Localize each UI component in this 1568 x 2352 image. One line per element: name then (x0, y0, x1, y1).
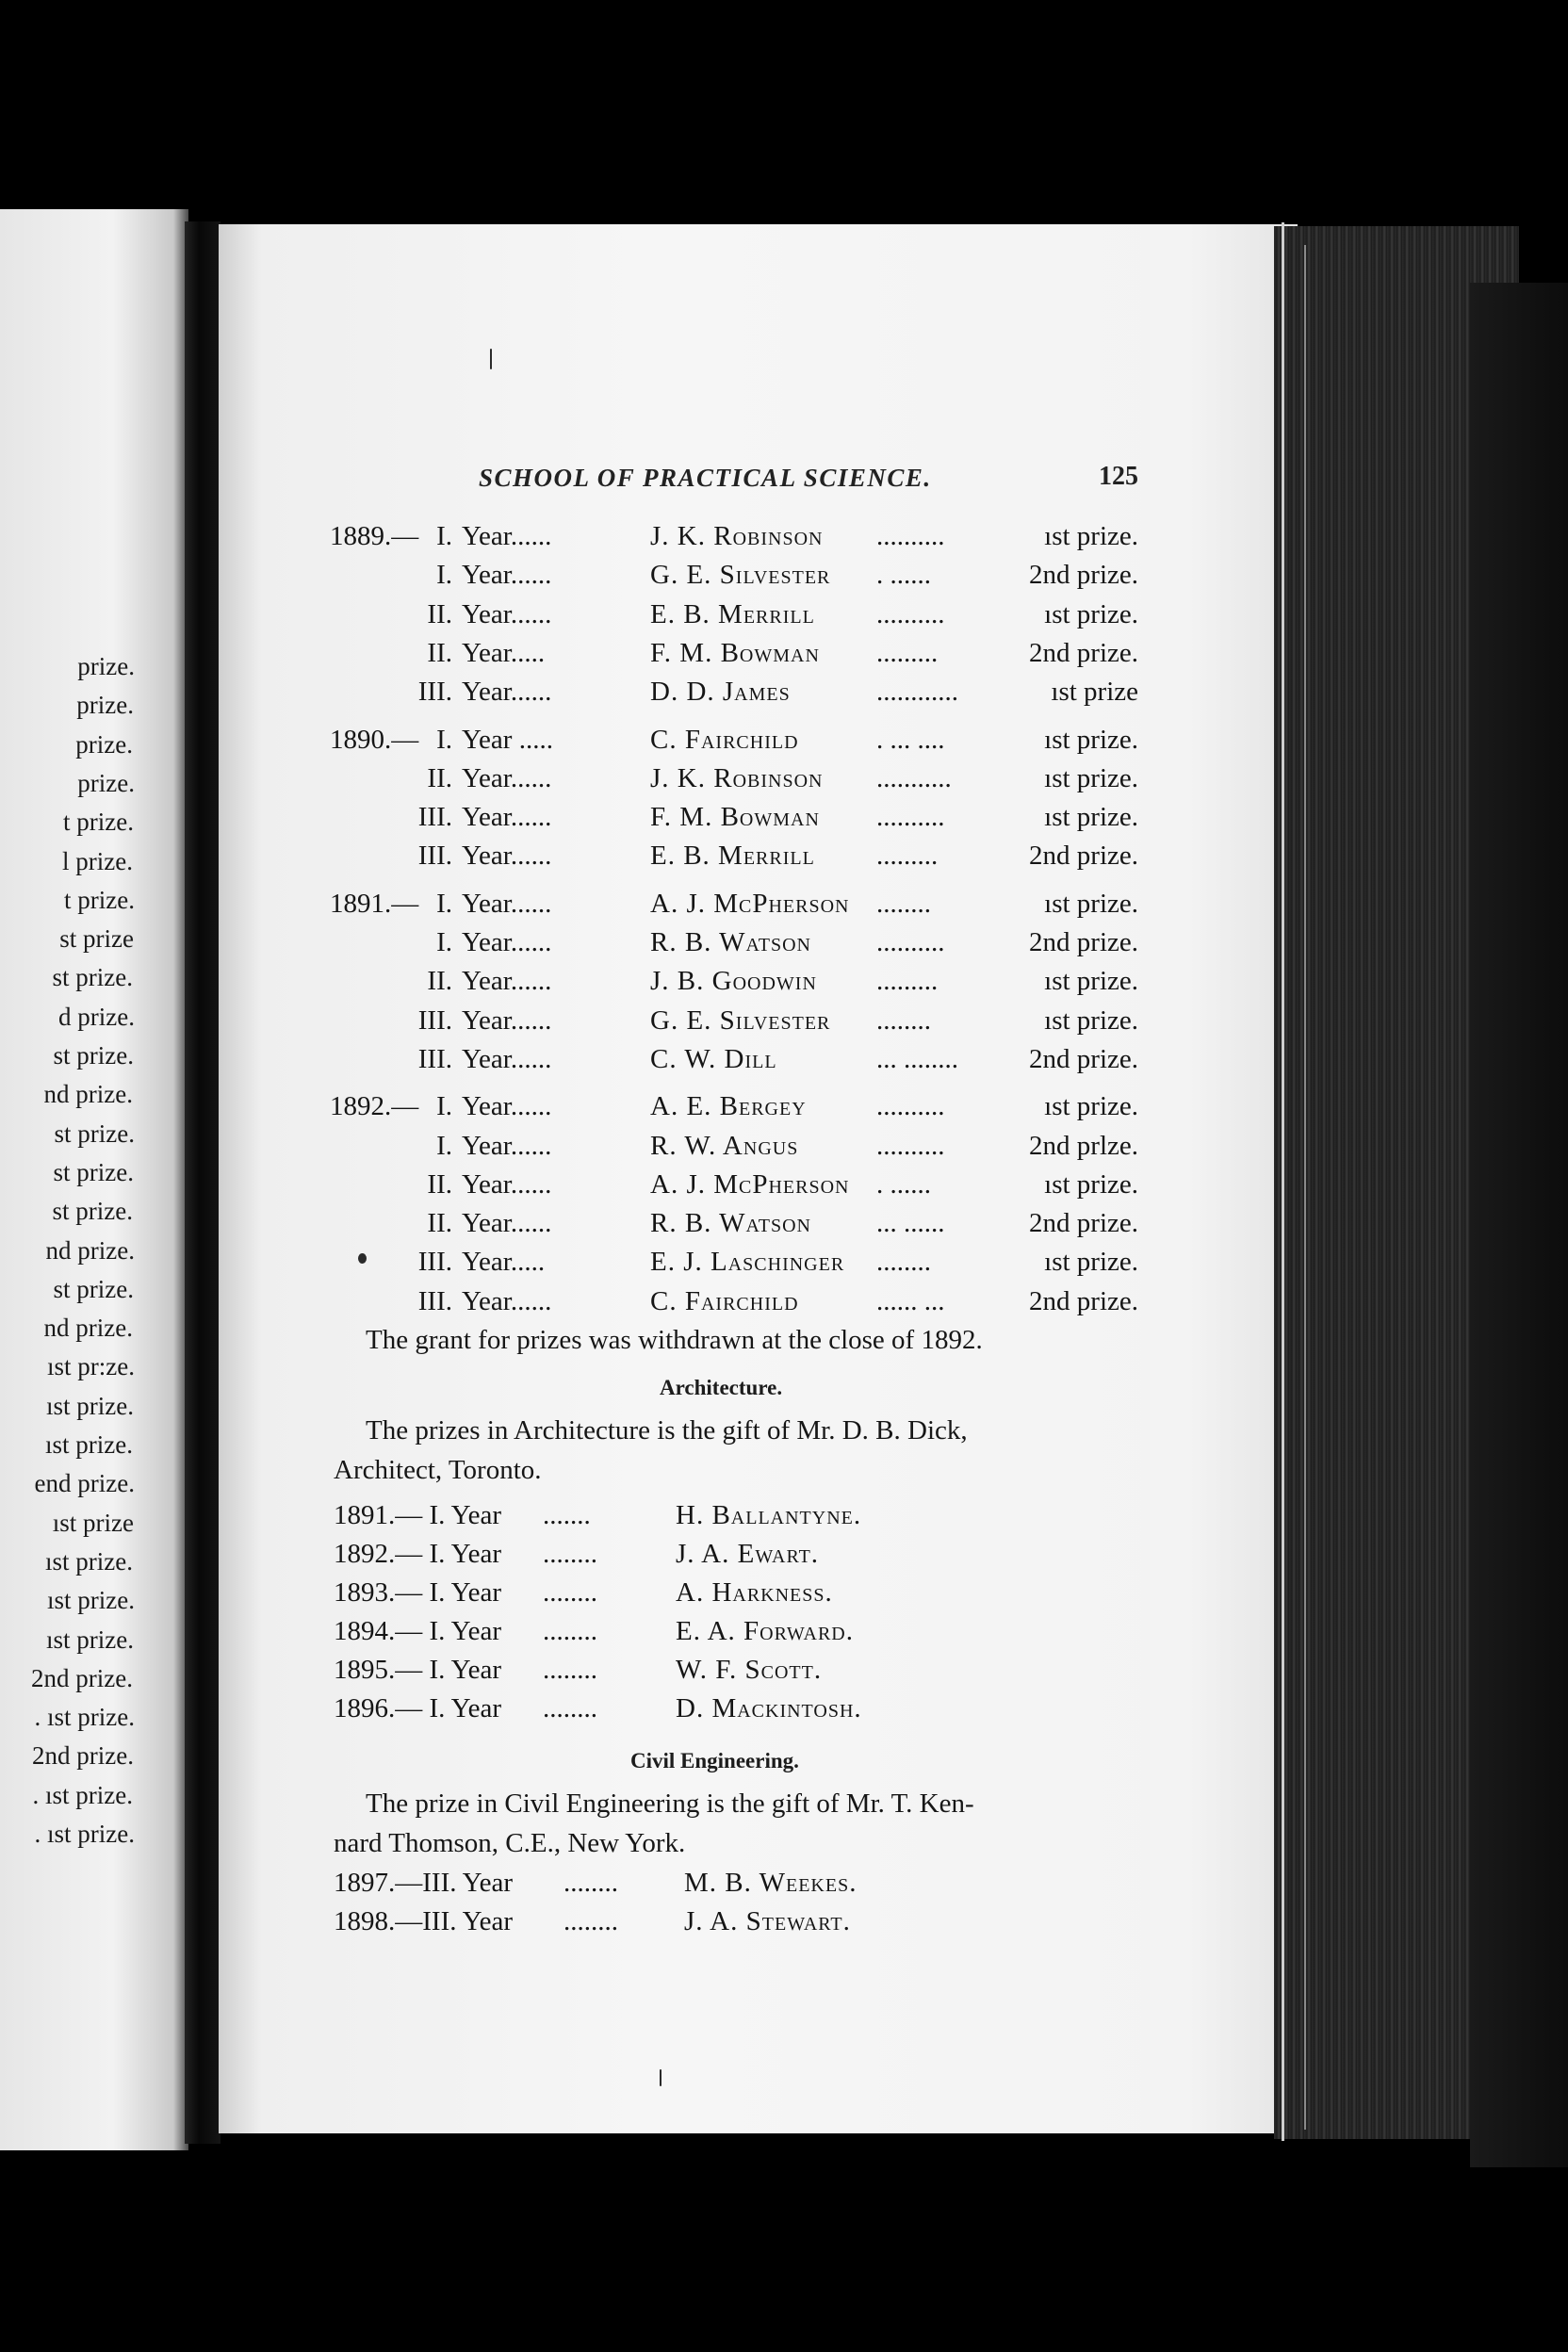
entry-prize: 2nd prize. (1029, 927, 1138, 957)
architecture-intro-line1: The prizes in Architecture is the gift of Mr. D. B. Dick, (366, 1415, 968, 1446)
entry-year: 1895.— I. Year (334, 1655, 502, 1685)
civil-engineering-entry-row (334, 1866, 993, 1900)
entry-year-label: Year...... (462, 677, 552, 708)
left-page-line: prize. (77, 652, 135, 680)
entry-name: J. K. Robinson (650, 762, 824, 793)
entry-leader-dots: ........ (876, 1004, 931, 1036)
entry-class: II. (427, 1168, 452, 1200)
left-page-line: st prize (59, 924, 134, 954)
prize-entry-row (330, 723, 1138, 757)
left-page-line: nd prize. (43, 1314, 133, 1343)
left-page-line: ıst prize. (46, 1391, 134, 1420)
left-page-line: st prize. (53, 1274, 134, 1303)
architecture-entry-row (334, 1537, 993, 1571)
architecture-entry-row (334, 1653, 993, 1687)
entry-prize: 2nd prize. (1029, 560, 1138, 591)
entry-leader-dots: .......... (876, 1130, 945, 1161)
prize-entry-row (330, 519, 1138, 553)
entry-name: J. K. Robinson (650, 521, 824, 551)
left-page-line: st prize. (53, 1157, 134, 1186)
entry-leader-dots: ........ (876, 888, 931, 919)
entry-year: 1897.—III. Year (334, 1868, 514, 1898)
entry-leader-dots: ... ........ (876, 1043, 958, 1074)
entry-class: III. (417, 677, 452, 708)
left-page-line: ıst prize. (45, 1546, 133, 1576)
entry-name: J. A. Stewart. (684, 1906, 851, 1936)
prize-entry-row (330, 1004, 1138, 1037)
book-gutter (185, 221, 220, 2144)
left-page-line: d prize. (58, 1002, 135, 1031)
entry-year-label: Year...... (462, 560, 552, 591)
entry-year-label: Year...... (462, 1285, 552, 1316)
entry-class: I. (436, 560, 452, 591)
prize-entry-row (330, 1206, 1138, 1240)
entry-prize: ıst prize. (1044, 724, 1138, 755)
left-page-line: . ıst prize. (32, 1780, 133, 1809)
entry-class: I. (436, 521, 452, 551)
civil-engineering-intro-line2: nard Thomson, C.E., New York. (334, 1828, 686, 1858)
entry-prize: ıst prize. (1044, 966, 1138, 997)
entry-leader-dots: . ...... (876, 560, 931, 591)
entry-year-label: Year...... (462, 802, 552, 833)
architecture-heading: Architecture. (660, 1376, 783, 1399)
prize-entry-row (330, 1042, 1138, 1076)
ink-speck (490, 349, 492, 369)
entry-name: A. E. Bergey (650, 1091, 807, 1122)
left-page-line: ıst pr:ze. (47, 1352, 135, 1381)
left-page-line: . ıst prize. (34, 1703, 135, 1732)
left-page-line: t prize. (64, 885, 135, 914)
entry-prize: ıst prize. (1044, 598, 1138, 629)
architecture-entry-row (334, 1576, 993, 1609)
entry-year-label: Year..... (462, 637, 546, 668)
entry-leader-dots: ........ (543, 1693, 597, 1723)
entry-leader-dots: ........ (543, 1577, 597, 1608)
entry-class: I. (436, 724, 452, 755)
entry-class: I. (436, 1130, 452, 1161)
entry-name: A. J. McPherson (650, 888, 850, 919)
entry-prize: 2nd prize. (1029, 637, 1138, 668)
entry-name: J. B. Goodwin (650, 966, 817, 997)
prize-entry-row (330, 1284, 1138, 1318)
entry-name: E. B. Merrill (650, 598, 815, 629)
entry-year: 1896.— I. Year (334, 1693, 502, 1723)
page-edge-line-inner (1304, 245, 1306, 2130)
left-page-line: ıst prize. (45, 1430, 133, 1459)
entry-year: 1891.— (330, 888, 419, 919)
left-page-line: prize. (75, 729, 133, 759)
ink-speck (660, 2069, 662, 2086)
prize-entry-row (330, 964, 1138, 998)
civil-engineering-heading: Civil Engineering. (630, 1749, 799, 1772)
entry-year-label: Year...... (462, 1168, 552, 1200)
left-page-line: ıst prize. (47, 1586, 135, 1615)
entry-name: F. M. Bowman (650, 802, 820, 833)
entry-name: C. W. Dill (650, 1043, 777, 1074)
entry-year-label: Year...... (462, 927, 552, 957)
entry-year: 1892.— (330, 1091, 419, 1122)
entry-name: E. J. Laschinger (650, 1247, 845, 1278)
entry-class: III. (417, 802, 452, 833)
entry-class: II. (427, 637, 452, 668)
prize-entry-row (330, 1129, 1138, 1163)
entry-year-label: Year...... (462, 1091, 552, 1122)
left-page-line: 2nd prize. (32, 1741, 134, 1771)
entry-name: H. Ballantyne. (676, 1500, 862, 1530)
entry-class: III. (417, 1043, 452, 1074)
entry-class: I. (436, 1091, 452, 1122)
running-title: SCHOOL OF PRACTICAL SCIENCE. (479, 464, 932, 492)
prize-entry-row (330, 675, 1138, 709)
left-page-line: prize. (76, 691, 134, 720)
prize-entry-row (330, 761, 1138, 795)
left-page-line: l prize. (62, 846, 133, 875)
entry-leader-dots: ........ (543, 1539, 597, 1569)
entry-class: III. (417, 841, 452, 872)
entry-class: III. (417, 1247, 452, 1278)
entry-class: II. (427, 966, 452, 997)
entry-class: II. (427, 598, 452, 629)
entry-class: I. (436, 888, 452, 919)
entry-name: C. Fairchild (650, 724, 799, 755)
entry-leader-dots: ........ (876, 1247, 931, 1278)
entry-name: C. Fairchild (650, 1285, 799, 1316)
left-page-line: ıst prize. (46, 1625, 134, 1654)
entry-prize: ıst prize. (1044, 1247, 1138, 1278)
left-page-line: st prize. (52, 963, 133, 992)
entry-name: A. J. McPherson (650, 1168, 850, 1200)
entry-name: M. B. Weekes. (684, 1868, 858, 1898)
entry-prize: ıst prize. (1044, 802, 1138, 833)
entry-leader-dots: ... ...... (876, 1208, 945, 1239)
ink-speck (358, 1253, 367, 1264)
entry-name: A. Harkness. (676, 1577, 833, 1608)
entry-leader-dots: . ... .... (876, 724, 945, 755)
left-page-line: st prize. (54, 1119, 135, 1148)
entry-leader-dots: ........... (876, 762, 952, 793)
entry-name: E. B. Merrill (650, 841, 815, 872)
entry-leader-dots: . ...... (876, 1168, 931, 1200)
architecture-entry-row (334, 1614, 993, 1648)
left-page-line: . ıst prize. (34, 1820, 135, 1848)
page-edge-line (1282, 222, 1284, 2141)
left-page-line: t prize. (63, 808, 134, 837)
prize-entry-row (330, 887, 1138, 921)
entry-name: G. E. Silvester (650, 1004, 831, 1036)
entry-leader-dots: ......... (876, 637, 939, 668)
prize-entry-row (330, 636, 1138, 670)
entry-year-label: Year...... (462, 1043, 552, 1074)
left-page-text-column (0, 0, 137, 2352)
architecture-entry-row (334, 1498, 993, 1532)
book-cover-edge (1470, 283, 1568, 2167)
entry-leader-dots: ......... (876, 841, 939, 872)
entry-year-label: Year...... (462, 966, 552, 997)
left-page-line: ıst prize (52, 1508, 134, 1537)
entry-prize: 2nd prize. (1029, 1043, 1138, 1074)
entry-name: D. D. James (650, 677, 791, 708)
entry-year: 1898.—III. Year (334, 1906, 514, 1936)
entry-leader-dots: ........ (564, 1906, 618, 1936)
entry-leader-dots: ........ (564, 1868, 618, 1898)
entry-year-label: Year...... (462, 521, 552, 551)
prize-entry-row (330, 1168, 1138, 1201)
entry-year-label: Year...... (462, 888, 552, 919)
entry-leader-dots: ......... (876, 966, 939, 997)
entry-leader-dots: ............ (876, 677, 958, 708)
entry-year: 1889.— (330, 521, 419, 551)
entry-name: W. F. Scott. (676, 1655, 823, 1685)
entry-year: 1892.— I. Year (334, 1539, 502, 1569)
entry-prize: 2nd prize. (1029, 1208, 1138, 1239)
architecture-intro-line2: Architect, Toronto. (334, 1455, 542, 1485)
prize-entry-row (330, 1089, 1138, 1123)
entry-year-label: Year..... (462, 1247, 546, 1278)
entry-name: J. A. Ewart. (676, 1539, 820, 1569)
left-page-line: end prize. (34, 1469, 135, 1498)
prize-entry-row (330, 597, 1138, 631)
entry-leader-dots: ........ (543, 1655, 597, 1685)
entry-year-label: Year...... (462, 762, 552, 793)
entry-prize: ıst prize (1051, 677, 1138, 708)
entry-name: R. W. Angus (650, 1130, 799, 1161)
entry-name: D. Mackintosh. (676, 1693, 862, 1723)
entry-year: 1891.— I. Year (334, 1500, 502, 1530)
entry-prize: 2nd prize. (1029, 1285, 1138, 1316)
civil-engineering-entry-row (334, 1904, 993, 1938)
entry-leader-dots: .......... (876, 802, 945, 833)
entry-year-label: Year...... (462, 841, 552, 872)
entry-name: E. A. Forward. (676, 1616, 855, 1646)
entry-class: III. (417, 1004, 452, 1036)
prize-entry-row (330, 839, 1138, 873)
entry-leader-dots: ....... (543, 1500, 591, 1530)
page-number: 125 (1099, 462, 1138, 491)
entry-class: II. (427, 762, 452, 793)
entry-prize: ıst prize. (1044, 888, 1138, 919)
entry-class: III. (417, 1285, 452, 1316)
entry-year-label: Year...... (462, 598, 552, 629)
architecture-entry-row (334, 1691, 993, 1725)
entry-class: I. (436, 927, 452, 957)
entry-leader-dots: .......... (876, 598, 945, 629)
civil-engineering-intro-line1: The prize in Civil Engineering is the gift of Mr. T. Ken- (366, 1788, 974, 1819)
entry-leader-dots: ........ (543, 1616, 597, 1646)
entry-name: F. M. Bowman (650, 637, 820, 668)
entry-year: 1890.— (330, 724, 419, 755)
left-page-line: st prize. (53, 1041, 134, 1070)
entry-year: 1894.— I. Year (334, 1616, 502, 1646)
entry-year-label: Year...... (462, 1004, 552, 1036)
prize-entry-row (330, 558, 1138, 592)
entry-leader-dots: .......... (876, 521, 945, 551)
entry-leader-dots: ...... ... (876, 1285, 945, 1316)
left-page-line: nd prize. (45, 1235, 135, 1265)
entry-prize: ıst prize. (1044, 762, 1138, 793)
entry-year-label: Year...... (462, 1130, 552, 1161)
prize-entry-row (330, 1245, 1138, 1279)
entry-prize: ıst prize. (1044, 1091, 1138, 1122)
entry-prize: ıst prize. (1044, 1168, 1138, 1200)
left-page-line: 2nd prize. (31, 1663, 133, 1692)
entry-leader-dots: .......... (876, 1091, 945, 1122)
entry-year-label: Year ..... (462, 724, 553, 755)
entry-leader-dots: .......... (876, 927, 945, 957)
left-page-line: nd prize. (43, 1080, 133, 1109)
grant-note: The grant for prizes was withdrawn at the close of 1892. (366, 1325, 983, 1355)
entry-name: G. E. Silvester (650, 560, 831, 591)
entry-name: R. B. Watson (650, 1208, 811, 1239)
entry-prize: ıst prize. (1044, 521, 1138, 551)
entry-year: 1893.— I. Year (334, 1577, 502, 1608)
left-page-line: prize. (77, 768, 135, 797)
entry-prize: 2nd prize. (1029, 841, 1138, 872)
entry-name: R. B. Watson (650, 927, 811, 957)
entry-year-label: Year...... (462, 1208, 552, 1239)
left-page-line: st prize. (52, 1197, 133, 1226)
prize-entry-row (330, 925, 1138, 959)
entry-class: II. (427, 1208, 452, 1239)
prize-entry-row (330, 800, 1138, 834)
entry-prize: ıst prize. (1044, 1004, 1138, 1036)
entry-prize: 2nd prlze. (1029, 1130, 1138, 1161)
